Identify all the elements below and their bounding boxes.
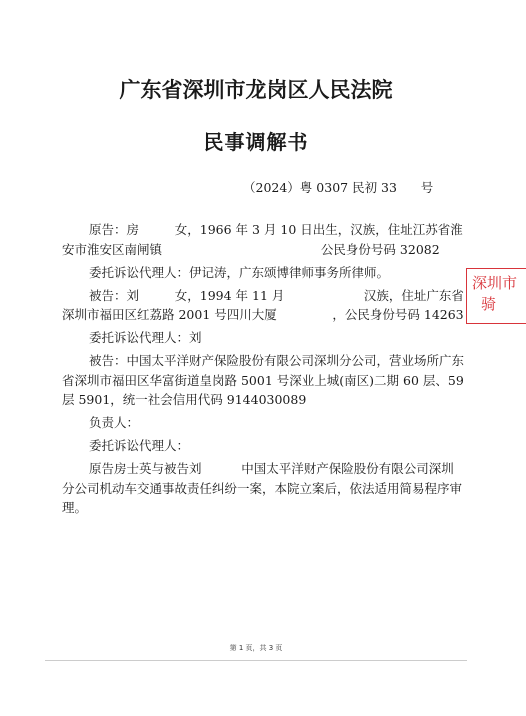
page-footer: 第 1 页，共 3 页	[229, 644, 283, 652]
court-name-heading: 广东省深圳市龙岗区人民法院	[119, 78, 393, 102]
case-summary-paragraph: 原告房士英与被告刘 中国太平洋财产保险股份有限公司深圳分公司机动车交通事故责任纠纷一案，本院立案后，依法适用简易程序审理。	[62, 461, 463, 515]
document-type-heading: 民事调解书	[203, 130, 309, 154]
defendant-1-paragraph: 被告：刘 女，1994 年 11 月 汉族，住址广东省深圳市福田区红荔路 2001 号四川大厦 ，公民身份号码 14263	[62, 287, 464, 322]
seal-stamp	[466, 268, 526, 324]
defendant-2-agent-paragraph: 委托诉讼代理人：	[89, 438, 190, 453]
responsible-person-paragraph: 负责人：	[89, 415, 140, 430]
document-body	[62, 220, 468, 521]
seal-line-1: 深圳市	[472, 274, 518, 292]
plaintiff-paragraph: 原告：房 女，1966 年 3 月 10 日出生，汉族，住址江苏省淮安市淮安区南闸镇 公民身份号码 32082	[62, 222, 463, 257]
case-number: （2024）粤 0307 民初 33 号	[243, 180, 434, 195]
seal-line-2: 骑	[481, 295, 497, 313]
plaintiff-agent-paragraph: 委托诉讼代理人：伊记涛，广东颂博律师事务所律师。	[89, 264, 390, 280]
defendant-2-paragraph: 被告：中国太平洋财产保险股份有限公司深圳分公司，营业场所广东省深圳市福田区华富街道皇岗路 5001 号深业上城(南区)二期 60 层、59 层 5901，统一社会信用代码 9144030089	[62, 353, 468, 407]
footer-divider	[45, 660, 467, 661]
defendant-1-agent-paragraph: 委托诉讼代理人：刘	[89, 330, 202, 345]
